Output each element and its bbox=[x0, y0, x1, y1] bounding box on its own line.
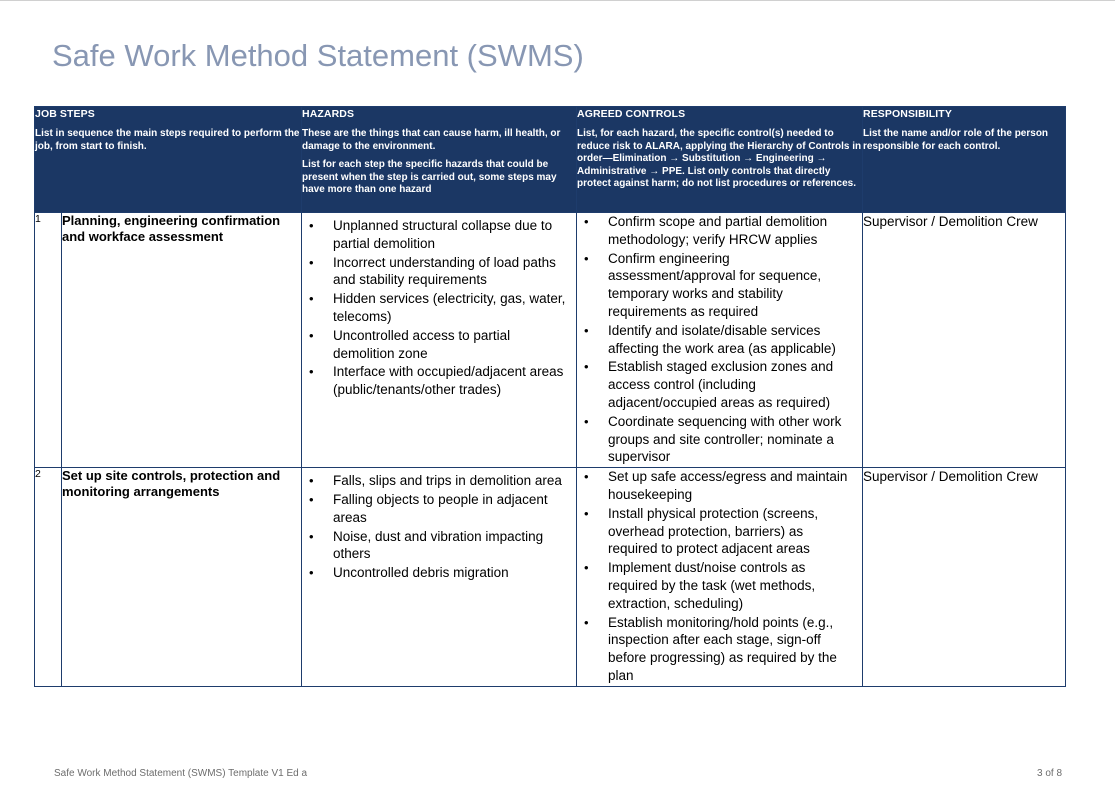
hazards-cell bbox=[302, 213, 577, 468]
header-title: JOB STEPS bbox=[35, 108, 95, 120]
hazard-item: • Falls, slips and trips in demolition area bbox=[302, 472, 568, 490]
table-row bbox=[35, 468, 1066, 687]
swms-table bbox=[34, 106, 1066, 687]
header-title: AGREED CONTROLS bbox=[577, 108, 686, 120]
responsibility-cell: Supervisor / Demolition Crew bbox=[863, 213, 1066, 468]
header-title: HAZARDS bbox=[302, 108, 355, 120]
step-number: 1 bbox=[35, 213, 62, 468]
footer-document-name: Safe Work Method Statement (SWMS) Template V1 Ed a bbox=[54, 768, 308, 779]
hazard-item: • Uncontrolled access to partial demolition zone bbox=[302, 327, 568, 363]
control-item: • Identify and isolate/disable services affecting the work area (as applicable) bbox=[577, 322, 854, 358]
header-description: List the name and/or role of the person responsible for each control. bbox=[863, 128, 1049, 152]
control-item: • Set up safe access/egress and maintain housekeeping bbox=[577, 468, 854, 504]
control-item: • Install physical protection (screens, overhead protection, barriers) as required to protect adjacent areas bbox=[577, 505, 854, 558]
header-hazards bbox=[302, 107, 577, 213]
page-title: Safe Work Method Statement (SWMS) bbox=[52, 38, 584, 73]
hazard-item: • Falling objects to people in adjacent areas bbox=[302, 491, 568, 527]
control-item: • Confirm engineering assessment/approval for sequence, temporary works and stability requirements as required bbox=[577, 250, 854, 321]
responsibility-cell: Supervisor / Demolition Crew bbox=[863, 468, 1066, 687]
header-title: RESPONSIBILITY bbox=[863, 108, 952, 120]
header-description: List for each step the specific hazards that could be present when the step is carried out, some steps may have more than one hazard bbox=[302, 159, 557, 195]
control-item: • Establish monitoring/hold points (e.g., inspection after each stage, sign-off before progressing) as required by the plan bbox=[577, 614, 854, 685]
table-row bbox=[35, 213, 1066, 468]
hazard-item: • Uncontrolled debris migration bbox=[302, 564, 568, 582]
header-responsibility bbox=[863, 107, 1066, 213]
header-agreed-controls bbox=[577, 107, 863, 213]
header-row bbox=[35, 107, 1066, 213]
control-item: • Implement dust/noise controls as required by the task (wet methods, extraction, scheduling) bbox=[577, 559, 854, 612]
controls-cell bbox=[577, 468, 863, 687]
job-step: Set up site controls, protection and monitoring arrangements bbox=[62, 468, 302, 687]
footer-page-number: 3 of 8 bbox=[1037, 768, 1063, 779]
controls-cell bbox=[577, 213, 863, 468]
step-number: 2 bbox=[35, 468, 62, 687]
control-item: • Coordinate sequencing with other work groups and site controller; nominate a supervisor bbox=[577, 413, 854, 466]
hazard-item: • Unplanned structural collapse due to partial demolition bbox=[302, 217, 568, 253]
hazard-item: • Noise, dust and vibration impacting others bbox=[302, 528, 568, 564]
hazards-cell bbox=[302, 468, 577, 687]
hazard-item: • Interface with occupied/adjacent areas (public/tenants/other trades) bbox=[302, 363, 568, 399]
job-step: Planning, engineering confirmation and workface assessment bbox=[62, 213, 302, 468]
header-description: List in sequence the main steps required to perform the job, from start to finish. bbox=[35, 128, 300, 152]
hazard-item: • Hidden services (electricity, gas, water, telecoms) bbox=[302, 290, 568, 326]
header-job-steps bbox=[35, 107, 302, 213]
header-description: List, for each hazard, the specific control(s) needed to reduce risk to ALARA, applying the Hierarchy of Controls in order—Elimination → Substitution → Engineering → Administrative → PPE. List only controls that directly protect against harm; do not list procedures or references. bbox=[577, 128, 862, 189]
header-description: These are the things that can cause harm, ill health, or damage to the environment. bbox=[302, 128, 561, 152]
hazards-list bbox=[302, 213, 576, 399]
hazards-list bbox=[302, 468, 576, 582]
control-item: • Establish staged exclusion zones and access control (including adjacent/occupied areas as required) bbox=[577, 358, 854, 411]
hazard-item: • Incorrect understanding of load paths and stability requirements bbox=[302, 254, 568, 290]
controls-list bbox=[577, 468, 862, 685]
controls-list bbox=[577, 213, 862, 466]
control-item: • Confirm scope and partial demolition methodology; verify HRCW applies bbox=[577, 213, 854, 249]
